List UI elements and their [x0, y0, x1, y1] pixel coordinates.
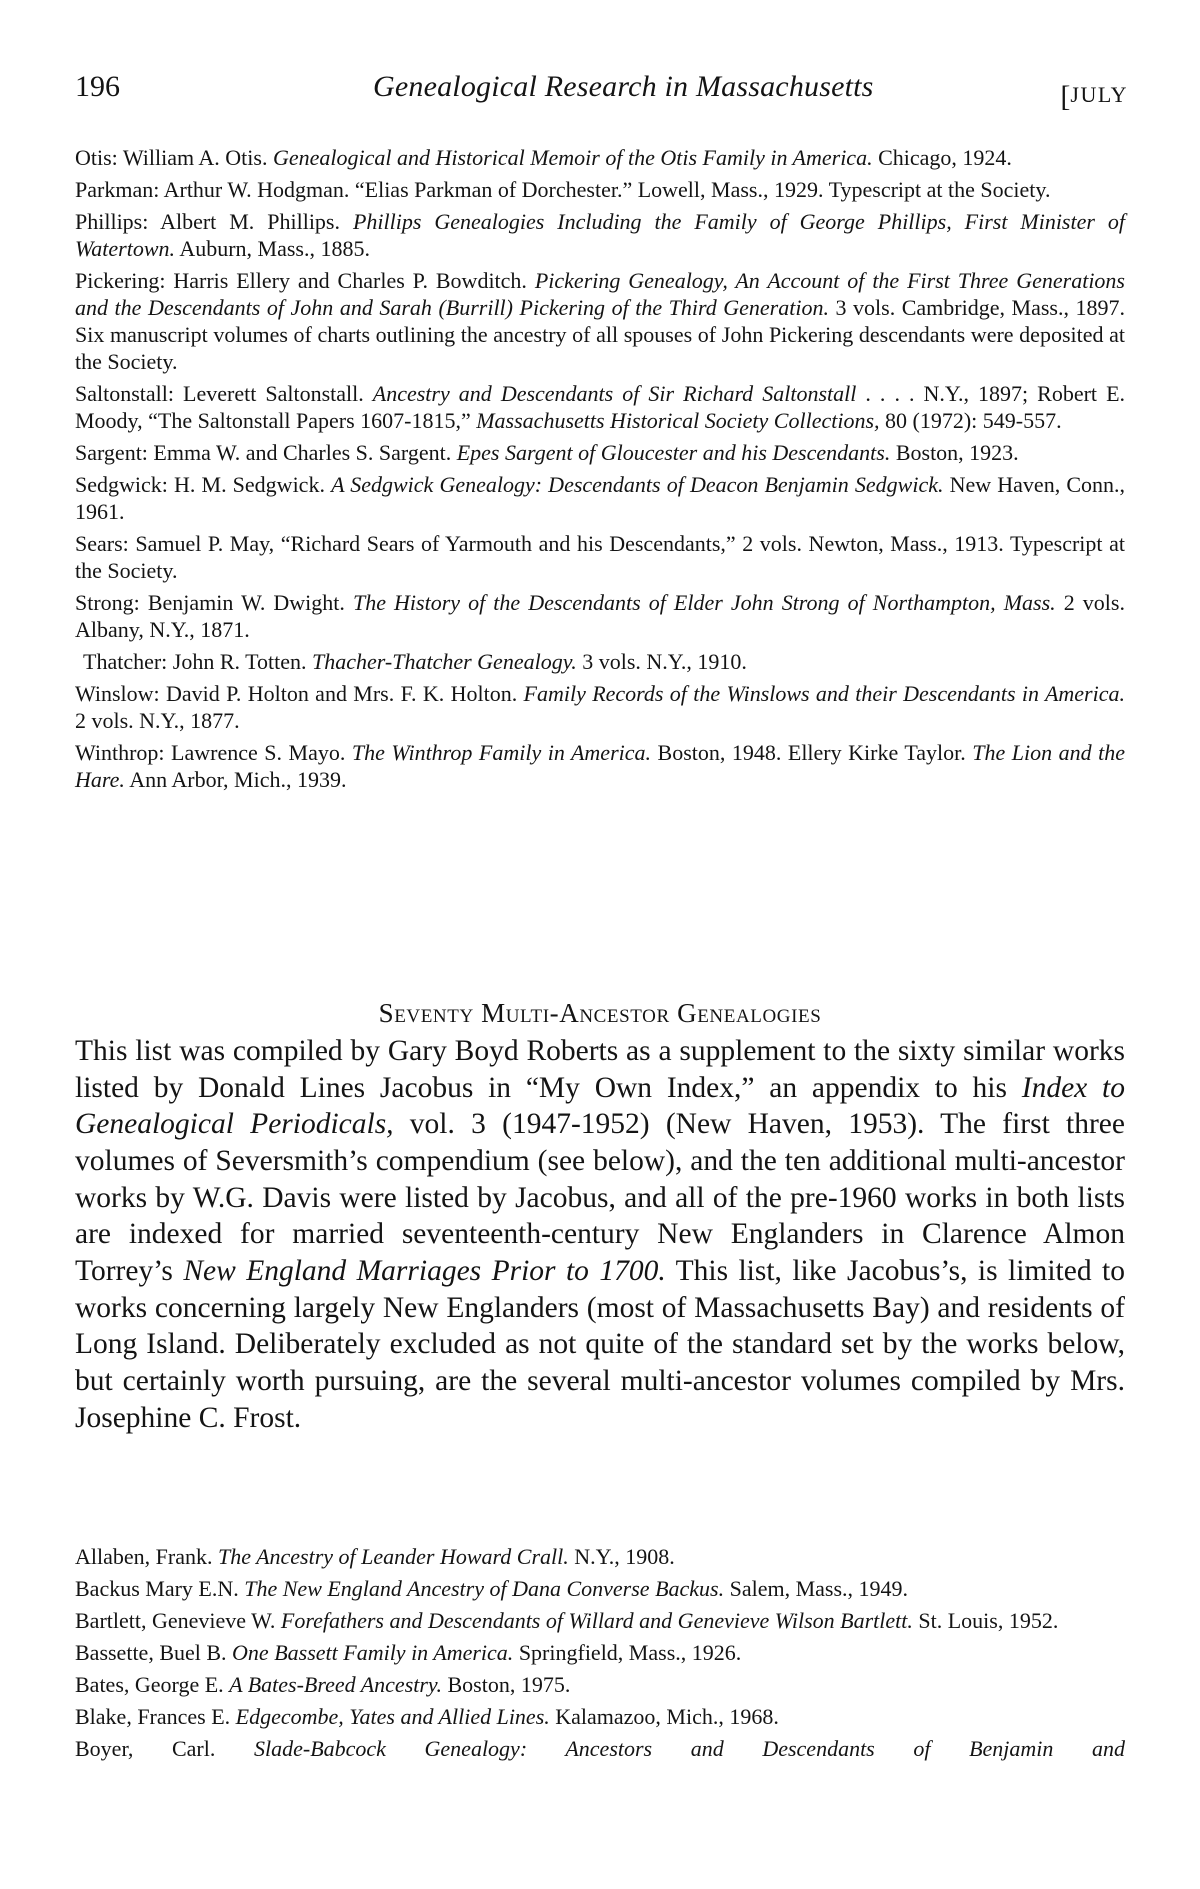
- section-intro-paragraph: [75, 1033, 1125, 1436]
- entry-title: Ancestry and Descendants of Sir Richard Saltonstall: [372, 381, 857, 406]
- bib-entry-sargent: [75, 439, 1125, 466]
- bib-entry-saltonstall: [75, 380, 1125, 434]
- entry-publication: Boston, 1975.: [442, 1672, 571, 1697]
- section-heading: Seventy Multi-Ancestor Genealogies: [378, 998, 822, 1028]
- multi-ancestor-list: [75, 1543, 1125, 1767]
- entry-author: Sargent: Emma W. and Charles S. Sargent.: [75, 440, 457, 465]
- bibliography-continued: [75, 144, 1125, 798]
- entry-title: Edgecombe, Yates and Allied Lines.: [235, 1704, 550, 1729]
- entry-title: Slade-Babcock Genealogy: Ancestors and Descendants of Benjamin and: [253, 1736, 1125, 1761]
- intro-text: vol. 3 (1947-1952) (New Haven, 1953). The first three volumes of Seversmith’s compendium (see below), and the ten additional multi-ancestor works by W.G. Davis were listed by Jacobus, and all of the pre-1960 works in both lists are indexed for married seventeenth-century New Englanders in Clarence Almon Torrey’s: [75, 1108, 1125, 1288]
- entry-author: Saltonstall: Leverett Saltonstall.: [75, 381, 373, 406]
- entry-author: Pickering: Harris Ellery and Charles P. Bowditch.: [75, 268, 535, 293]
- bib-entry-winslow: [75, 680, 1125, 734]
- entry-title: Thacher-Thatcher Genealogy.: [312, 649, 577, 674]
- entry-publication: 80 (1972): 549-557.: [879, 408, 1062, 433]
- entry-publication: “Richard Sears of Yarmouth and his Descendants,” 2 vols. Newton, Mass., 1913. Typescript at the Society.: [75, 531, 1125, 583]
- entry-publication: Chicago, 1924.: [872, 145, 1012, 170]
- entry-title: One Bassett Family in America.: [232, 1640, 514, 1665]
- entry-author: Parkman: Arthur W. Hodgman.: [75, 177, 355, 202]
- entry-author: Sedgwick: H. M. Sedgwick.: [75, 472, 332, 497]
- entry-title: A Bates-Breed Ancestry.: [229, 1672, 442, 1697]
- entry-title: The Lion and the Hare.: [75, 740, 1125, 792]
- entry-title: The Ancestry of Leander Howard Crall.: [217, 1544, 569, 1569]
- entry-author: Bassette, Buel B.: [75, 1640, 233, 1665]
- bib-entry-sedgwick: [75, 471, 1125, 525]
- list-entry-boyer: [75, 1735, 1125, 1762]
- entry-publication: St. Louis, 1952.: [912, 1608, 1059, 1633]
- entry-title: The Winthrop Family in America.: [351, 740, 652, 765]
- running-month: [1060, 70, 1128, 113]
- entry-publication: “Elias Parkman of Dorchester.” Lowell, Mass., 1929. Typescript at the Society.: [354, 177, 1051, 202]
- intro-cited-title: New England Marriages Prior to 1700.: [183, 1255, 666, 1288]
- entry-title: Forefathers and Descendants of Willard and Genevieve Wilson Bartlett.: [280, 1608, 913, 1633]
- list-entry-bates: [75, 1671, 1125, 1698]
- entry-publication: . . . . N.Y., 1897; Robert E. Moody, “The Saltonstall Papers 1607-1815,”: [75, 381, 1126, 433]
- entry-title: A Sedgwick Genealogy: Descendants of Deacon Benjamin Sedgwick.: [331, 472, 944, 497]
- bib-entry-pickering: [75, 267, 1125, 375]
- page-number: 196: [75, 70, 120, 103]
- entry-title: Pickering Genealogy, An Account of the First Three Generations and the Descendants of John and Sarah (Burrill) Pickering of the Third Generation.: [75, 268, 1125, 320]
- bib-entry-parkman: [75, 176, 1125, 203]
- entry-author: Strong: Benjamin W. Dwight.: [75, 590, 353, 615]
- bracket-glyph: [: [1060, 80, 1071, 113]
- entry-publication: 2 vols. Albany, N.Y., 1871.: [75, 590, 1125, 642]
- entry-title: Family Records of the Winslows and their Descendants in America.: [523, 681, 1125, 706]
- entry-publication: Boston, 1923.: [890, 440, 1019, 465]
- entry-title: Phillips Genealogies Including the Family of George Phillips, First Minister of Watertown.: [75, 209, 1125, 261]
- entry-author: Sears: Samuel P. May,: [75, 531, 281, 556]
- entry-publication: New Haven, Conn., 1961.: [75, 472, 1125, 524]
- entry-author: Bartlett, Genevieve W.: [75, 1608, 281, 1633]
- entry-publication: Salem, Mass., 1949.: [724, 1576, 909, 1601]
- entry-author: Thatcher: John R. Totten.: [83, 649, 313, 674]
- bib-entry-sears: [75, 530, 1125, 584]
- list-entry-blake: [75, 1703, 1125, 1730]
- entry-publication: Boston, 1948. Ellery Kirke Taylor.: [651, 740, 973, 765]
- entry-author: Blake, Frances E.: [75, 1704, 236, 1729]
- entry-publication: 3 vols. Cambridge, Mass., 1897. Six manuscript volumes of charts outlining the ancestry of all spouses of John Pickering descendants were deposited at the Society.: [75, 295, 1125, 374]
- bib-entry-winthrop: [75, 739, 1125, 793]
- entry-author: Phillips: Albert M. Phillips.: [75, 209, 353, 234]
- entry-author: Winslow: David P. Holton and Mrs. F. K. Holton.: [75, 681, 524, 706]
- bib-entry-thatcher: [75, 648, 1125, 675]
- entry-publication: 2 vols. N.Y., 1877.: [75, 708, 240, 733]
- entry-title: Massachusetts Historical Society Collections,: [476, 408, 880, 433]
- running-title: Genealogical Research in Massachusetts: [373, 70, 874, 103]
- entry-author: Backus Mary E.N.: [75, 1576, 245, 1601]
- entry-author: Winthrop: Lawrence S. Mayo.: [75, 740, 352, 765]
- entry-author: Bates, George E.: [75, 1672, 230, 1697]
- running-head: [75, 70, 1128, 113]
- intro-text: This list was compiled by Gary Boyd Roberts as a supplement to the sixty similar works listed by Donald Lines Jacobus in “My Own Index,” an appendix to his: [75, 1035, 1125, 1104]
- month-label: JULY: [1070, 82, 1128, 107]
- entry-publication: Ann Arbor, Mich., 1939.: [124, 767, 347, 792]
- entry-author: Allaben, Frank.: [75, 1544, 218, 1569]
- bib-entry-otis: [75, 144, 1125, 171]
- entry-publication: N.Y., 1908.: [568, 1544, 675, 1569]
- list-entry-bassette: [75, 1639, 1125, 1666]
- entry-author: Otis: William A. Otis.: [75, 145, 273, 170]
- list-entry-allaben: [75, 1543, 1125, 1570]
- bib-entry-phillips: [75, 208, 1125, 262]
- list-entry-bartlett: [75, 1607, 1125, 1634]
- entry-publication: Springfield, Mass., 1926.: [513, 1640, 742, 1665]
- entry-publication: 3 vols. N.Y., 1910.: [576, 649, 747, 674]
- entry-title: The History of the Descendants of Elder John Strong of Northampton, Mass.: [352, 590, 1056, 615]
- entry-title: Epes Sargent of Gloucester and his Descendants.: [456, 440, 891, 465]
- entry-title: Genealogical and Historical Memoir of the Otis Family in America.: [272, 145, 873, 170]
- intro-text: This list, like Jacobus’s, is limited to works concerning largely New Englanders (most of Massachusetts Bay) and residents of Long Island. Deliberately excluded as not quite of the standard set by the works below, but certainly worth pursuing, are the several multi-ancestor volumes compiled by Mrs. Josephine C. Frost.: [75, 1255, 1125, 1434]
- entry-publication: Kalamazoo, Mich., 1968.: [549, 1704, 779, 1729]
- list-entry-backus: [75, 1575, 1125, 1602]
- entry-publication: Auburn, Mass., 1885.: [175, 236, 370, 261]
- bib-entry-strong: [75, 589, 1125, 643]
- entry-title: The New England Ancestry of Dana Converse Backus.: [244, 1576, 725, 1601]
- intro-cited-title: Index to Genealogical Periodicals,: [75, 1071, 1125, 1141]
- entry-author: Boyer, Carl.: [75, 1736, 254, 1761]
